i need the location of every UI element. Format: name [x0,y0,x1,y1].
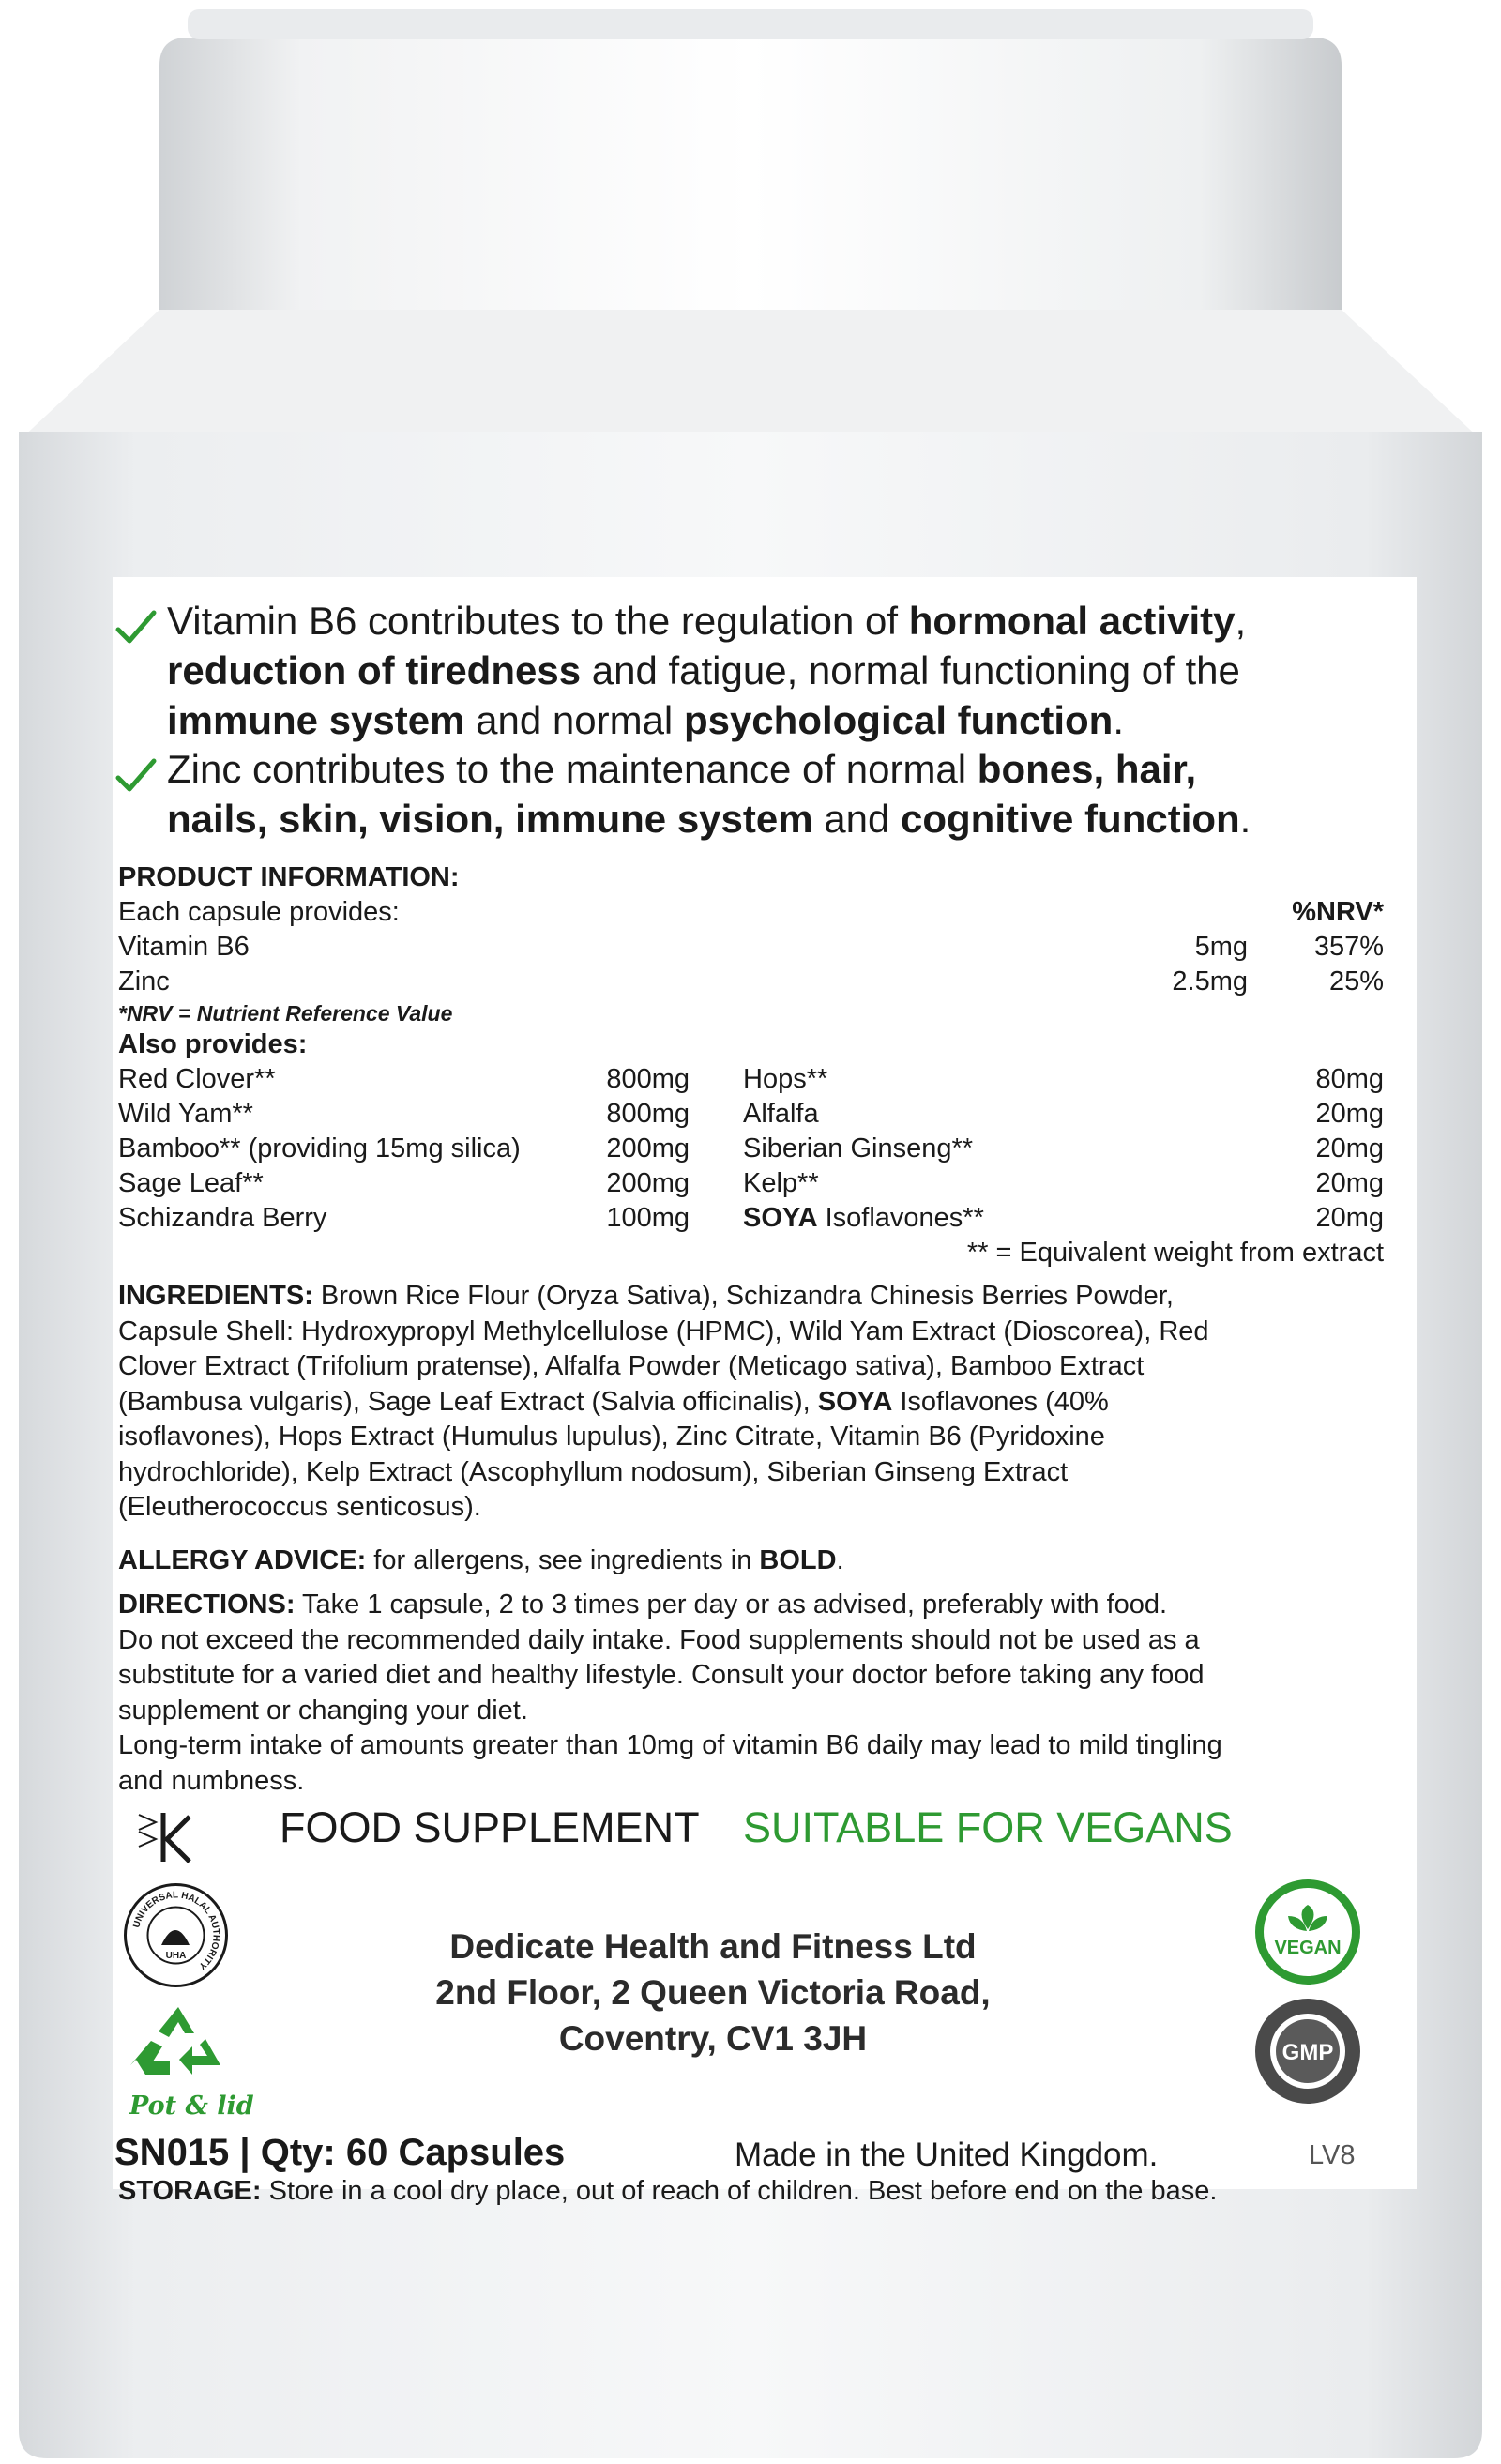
nutrient-nrv: 357% [1313,932,1384,962]
equivalent-note: ** = Equivalent weight from extract [966,1238,1384,1268]
checkmark-icon [113,605,158,650]
pot-and-lid-label: Pot & lid [129,2091,254,2121]
ingredient-name: Red Clover** [118,1064,276,1094]
each-capsule-label: Each capsule provides: [118,897,400,927]
ingredient-name: Hops** [743,1064,828,1094]
nrv-note: *NRV = Nutrient Reference Value [118,1001,453,1026]
recycle-icon [127,2003,230,2086]
food-supplement-label: FOOD SUPPLEMENT [280,1803,700,1851]
company-address [375,1924,1051,2061]
claim-zinc-line2: nails, skin, vision, immune system and cognitive function. [167,797,1251,841]
halal-logo-icon [122,1881,230,1989]
address-line-2: 2nd Floor, 2 Queen Victoria Road, [435,1973,991,2012]
ingredient-amount: 100mg [606,1203,690,1233]
ingredient-name: Kelp** [743,1168,819,1198]
product-label [113,577,1417,2206]
claim-b6-line3: immune system and normal psychological function. [167,698,1124,742]
directions-paragraph: DIRECTIONS: Take 1 capsule, 2 to 3 times per day or as advised, preferably with food. Do not exceed the recommended daily intake. Food supplements should not be used as a substitute for a varied diet and healthy lifestyle. Consult your doctor before taking any food supplement or changing your diet. Long-term intake of amounts greater than 10mg of vitamin B6 daily may lead to mild tingling and numbness. [118,1589,1222,1796]
claim-b6-line1: Vitamin B6 contributes to the regulation of hormonal activity, [167,599,1247,643]
vegan-logo-icon [1252,1877,1363,1987]
nutrient-nrv: 25% [1328,966,1384,996]
gmp-logo-icon [1252,1996,1363,2107]
ingredient-amount: 20mg [1315,1133,1384,1164]
ingredient-name: Schizandra Berry [118,1203,327,1233]
sku-quantity: SN015 | Qty: 60 Capsules [114,2132,566,2173]
nutrient-name: Zinc [118,966,170,996]
ingredient-amount: 20mg [1315,1168,1384,1198]
halal-ring-text: UNIVERSAL HALAL AUTHORITY [131,1890,221,1971]
nrv-header: %NRV* [1292,897,1384,927]
product-info-heading: PRODUCT INFORMATION: [118,862,460,892]
allergy-advice: ALLERGY ADVICE: for allergens, see ingredients in BOLD. [118,1545,844,1575]
ingredients-paragraph: INGREDIENTS: Brown Rice Flour (Oryza Sativa), Schizandra Chinesis Berries Powder, Capsule Shell: Hydroxypropyl Methylcellulose (HPMC), Wild Yam Extract (Dioscorea), Red Clover Extract (Trifolium pratense), Alfalfa Powder (Meticago sativa), Bamboo Extract (Bambusa vulgaris), Sage Leaf Extract (Salvia officinalis), SOYA Isoflavones (40% isoflavones), Hops Extract (Humulus lupulus), Zinc Citrate, Vitamin B6 (Pyridoxine hydrochloride), Kelp Extract (Ascophyllum nodosum), Siberian Ginseng Extract (Eleutherococcus senticosus). [118,1281,1209,1522]
made-in-label: Made in the United Kingdom. [735,2137,1159,2173]
ingredient-name: Bamboo** (providing 15mg silica) [118,1133,521,1164]
also-provides-heading: Also provides: [118,1029,308,1059]
k-logo-icon [131,1803,197,1869]
ingredient-amount: 20mg [1315,1099,1384,1129]
ingredient-amount: 200mg [606,1168,690,1198]
storage-instructions: STORAGE: Store in a cool dry place, out of reach of children. Best before end on the base. [118,2176,1218,2206]
ingredient-name: Wild Yam** [118,1099,253,1129]
ingredient-name: SOYA Isoflavones** [743,1203,984,1233]
lid-ridge [188,9,1313,39]
ingredient-amount: 20mg [1315,1203,1384,1233]
nutrient-amount: 5mg [1194,932,1248,962]
vegan-logo-text: VEGAN [1274,1938,1342,1958]
bottle-shoulder [19,310,1482,441]
ingredient-amount: 800mg [606,1099,690,1129]
gmp-logo-text: GMP [1281,2040,1334,2065]
nutrient-name: Vitamin B6 [118,932,250,962]
ingredient-name: Sage Leaf** [118,1168,264,1198]
ingredient-name: Siberian Ginseng** [743,1133,974,1164]
claim-b6-line2: reduction of tiredness and fatigue, normal functioning of the [167,648,1240,692]
ingredient-amount: 200mg [606,1133,690,1164]
halal-abbr: UHA [165,1951,187,1961]
ingredient-name: Alfalfa [743,1099,819,1129]
ingredient-amount: 80mg [1315,1064,1384,1094]
ingredient-amount: 800mg [606,1064,690,1094]
address-line-3: Coventry, CV1 3JH [558,2019,868,2058]
address-line-1: Dedicate Health and Fitness Ltd [449,1927,977,1966]
bottle-lid [159,38,1342,319]
version-code: LV8 [1309,2140,1356,2170]
suitable-for-vegans-label: SUITABLE FOR VEGANS [743,1803,1233,1851]
nutrient-amount: 2.5mg [1172,966,1248,996]
claim-zinc-line1: Zinc contributes to the maintenance of normal bones, hair, [167,747,1197,791]
checkmark-icon [113,753,158,799]
